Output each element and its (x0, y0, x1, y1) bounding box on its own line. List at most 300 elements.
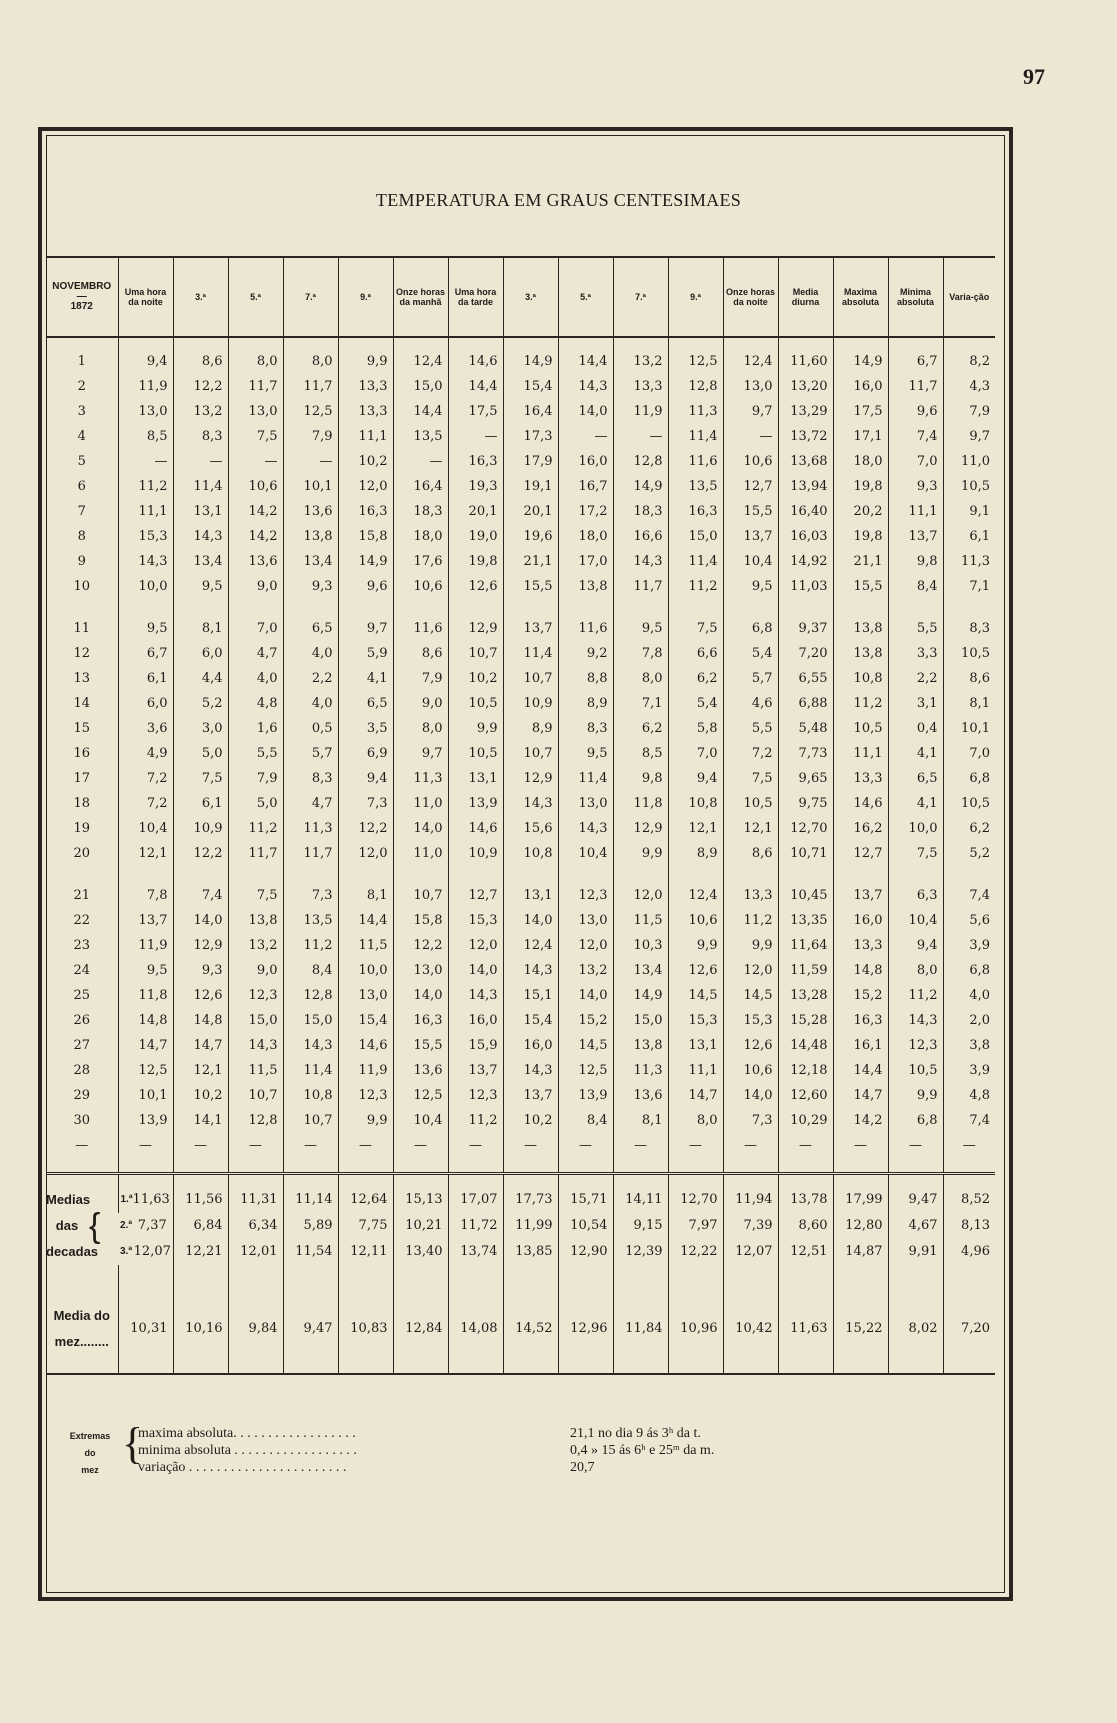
day-cell: 27 (73, 1038, 91, 1053)
table-cell: 12,4 (668, 883, 723, 908)
table-cell: 13,7 (503, 616, 558, 641)
table-cell: 7,5 (888, 841, 943, 866)
table-cell: 8,3 (283, 766, 338, 791)
table-cell: 12,07 (723, 1239, 778, 1265)
table-cell: 9,7 (393, 741, 448, 766)
table-cell: 16,3 (668, 499, 723, 524)
table-cell: 10,1 (943, 716, 995, 741)
table-cell: — (558, 424, 613, 449)
table-cell: 4,96 (943, 1239, 995, 1265)
table-cell: 13,9 (558, 1083, 613, 1108)
table-cell: 0,4 (888, 716, 943, 741)
table-row (46, 933, 995, 958)
table-cell: 7,8 (118, 883, 173, 908)
table-cell: 13,2 (228, 933, 283, 958)
table-row (46, 616, 995, 641)
table-cell: 14,5 (668, 983, 723, 1008)
table-cell: 7,3 (723, 1108, 778, 1133)
table-cell: 10,4 (888, 908, 943, 933)
table-cell: 7,20 (943, 1303, 995, 1355)
table-cell: 11,4 (503, 641, 558, 666)
table-title: TEMPERATURA EM GRAUS CENTESIMAES (375, 190, 742, 210)
table-cell: 12,01 (228, 1239, 283, 1265)
table-cell: 13,1 (448, 766, 503, 791)
table-cell: 12,7 (723, 474, 778, 499)
table-cell: 19,3 (448, 474, 503, 499)
column-header: Minima absoluta (888, 257, 943, 337)
table-cell: 14,0 (503, 908, 558, 933)
table-cell: 14,9 (338, 549, 393, 574)
table-cell: 9,7 (943, 424, 995, 449)
day-cell: 25 (73, 988, 91, 1003)
table-row (46, 766, 995, 791)
table-cell: 14,0 (393, 983, 448, 1008)
table-cell: 11,5 (338, 933, 393, 958)
table-cell: 16,03 (778, 524, 833, 549)
table-row (46, 1083, 995, 1108)
extreme-max: maxima absoluta. . . . . . . . . . . . . . . . . . 21,1 no dia 9 ás 3ʰ da t. (138, 1426, 701, 1441)
day-cell: 3 (77, 404, 86, 419)
table-cell: 14,3 (228, 1033, 283, 1058)
table-cell: 6,3 (888, 883, 943, 908)
table-cell: 6,5 (283, 616, 338, 641)
table-cell: 7,9 (393, 666, 448, 691)
table-cell: 10,5 (833, 716, 888, 741)
table-cell: 11,2 (448, 1108, 503, 1133)
table-cell: 10,6 (723, 1058, 778, 1083)
table-cell: 10,0 (888, 816, 943, 841)
table-cell: 11,9 (338, 1058, 393, 1083)
table-cell: 13,2 (558, 958, 613, 983)
table-cell: 14,48 (778, 1033, 833, 1058)
day-cell: 6 (77, 479, 86, 494)
table-cell: 9,84 (228, 1303, 283, 1355)
table-cell: 15,28 (778, 1008, 833, 1033)
table-cell: 15,5 (833, 574, 888, 599)
table-cell: 7,0 (228, 616, 283, 641)
table-cell: 11,6 (393, 616, 448, 641)
table-cell: 8,0 (668, 1108, 723, 1133)
table-cell: 11,60 (778, 349, 833, 374)
table-cell: 13,8 (833, 641, 888, 666)
day-cell: 2 (77, 379, 86, 394)
table-cell: 14,9 (613, 474, 668, 499)
table-row (46, 958, 995, 983)
table-cell: 14,6 (338, 1033, 393, 1058)
table-cell: 10,7 (228, 1083, 283, 1108)
table-cell: 11,56 (173, 1187, 228, 1213)
table-cell: 15,22 (833, 1303, 888, 1355)
table-cell: 12,4 (393, 349, 448, 374)
table-cell: 11,2 (888, 983, 943, 1008)
table-cell: 13,94 (778, 474, 833, 499)
page-number: 97 (1023, 64, 1045, 89)
table-cell: 16,0 (833, 908, 888, 933)
table-cell: 7,2 (118, 791, 173, 816)
table-cell: 4,0 (228, 666, 283, 691)
table-cell: 14,3 (173, 524, 228, 549)
table-cell: 6,1 (173, 791, 228, 816)
table-cell: 6,2 (668, 666, 723, 691)
table-cell: 12,9 (503, 766, 558, 791)
dash-row: — — — — — — — — — — — — — — — — — (46, 1133, 995, 1158)
table-cell: — (833, 1133, 888, 1158)
table-cell: 12,3 (228, 983, 283, 1008)
table-cell: 7,97 (668, 1213, 723, 1239)
table-cell: 12,11 (338, 1239, 393, 1265)
table-cell: 11,4 (668, 549, 723, 574)
table-cell: — (723, 1133, 778, 1158)
table-cell: 7,4 (943, 1108, 995, 1133)
table-cell: 12,1 (668, 816, 723, 841)
table-cell: 11,3 (668, 399, 723, 424)
table-cell: 9,5 (613, 616, 668, 641)
table-cell: 9,9 (448, 716, 503, 741)
table-cell: 6,0 (173, 641, 228, 666)
table-cell: 12,9 (448, 616, 503, 641)
table-cell: 8,9 (668, 841, 723, 866)
table-cell: 10,83 (338, 1303, 393, 1355)
table-cell: 11,03 (778, 574, 833, 599)
table-cell: 9,0 (228, 958, 283, 983)
table-cell: 11,6 (668, 449, 723, 474)
table-cell: 10,4 (723, 549, 778, 574)
table-row (46, 691, 995, 716)
table-cell: 13,7 (503, 1083, 558, 1108)
table-cell: 12,8 (668, 374, 723, 399)
table-cell: 6,88 (778, 691, 833, 716)
table-cell: 14,5 (558, 1033, 613, 1058)
decade-row (46, 1187, 995, 1213)
column-header: Media diurna (778, 257, 833, 337)
spacer-row (46, 1174, 995, 1188)
table-cell: 12,0 (613, 883, 668, 908)
month-header (46, 257, 118, 337)
table-row (46, 349, 995, 374)
table-cell: 16,40 (778, 499, 833, 524)
table-cell: 19,8 (448, 549, 503, 574)
table-cell: 13,0 (393, 958, 448, 983)
spacer-row (46, 1265, 995, 1303)
table-cell: 13,7 (723, 524, 778, 549)
table-cell: 13,8 (558, 574, 613, 599)
table-cell: 13,7 (118, 908, 173, 933)
table-cell: 5,7 (723, 666, 778, 691)
table-cell: 11,7 (613, 574, 668, 599)
table-cell: 14,7 (833, 1083, 888, 1108)
table-cell: 14,7 (173, 1033, 228, 1058)
table-cell: — (448, 424, 503, 449)
table-cell: 11,9 (118, 374, 173, 399)
table-cell: 12,84 (393, 1303, 448, 1355)
table-cell: 14,11 (613, 1187, 668, 1213)
table-cell: 13,8 (613, 1033, 668, 1058)
table-cell: 7,5 (723, 766, 778, 791)
table-cell: 13,3 (338, 399, 393, 424)
table-cell: 8,6 (173, 349, 228, 374)
table-cell: 10,5 (943, 474, 995, 499)
table-cell: 14,6 (833, 791, 888, 816)
table-cell: 11,84 (613, 1303, 668, 1355)
table-cell: 7,0 (668, 741, 723, 766)
table-cell: 9,9 (723, 933, 778, 958)
table-cell: 6,1 (943, 524, 995, 549)
table-cell: 7,5 (228, 424, 283, 449)
table-cell: 13,5 (283, 908, 338, 933)
table-cell: — (723, 424, 778, 449)
table-cell: 15,1 (503, 983, 558, 1008)
table-cell: 8,0 (888, 958, 943, 983)
table-cell: 13,3 (833, 766, 888, 791)
spacer-row (46, 599, 995, 616)
table-cell: 12,22 (668, 1239, 723, 1265)
table-cell: 4,4 (173, 666, 228, 691)
table-cell: 19,6 (503, 524, 558, 549)
table-row (46, 791, 995, 816)
table-cell: 4,1 (338, 666, 393, 691)
table-cell: 3,1 (888, 691, 943, 716)
table-cell: 12,5 (668, 349, 723, 374)
table-cell: 0,5 (283, 716, 338, 741)
table-cell: 10,6 (393, 574, 448, 599)
table-cell: 17,99 (833, 1187, 888, 1213)
table-row (46, 549, 995, 574)
table-cell: 17,0 (558, 549, 613, 574)
extremes-label: Extremas do mez (69, 1431, 111, 1475)
table-cell: 16,2 (833, 816, 888, 841)
table-cell: 15,5 (393, 1033, 448, 1058)
table-cell: 5,5 (888, 616, 943, 641)
table-cell: 12,2 (393, 933, 448, 958)
table-cell: 15,9 (448, 1033, 503, 1058)
column-header: Uma hora da noite (118, 257, 173, 337)
table-cell: 12,60 (778, 1083, 833, 1108)
table-cell: 7,0 (888, 449, 943, 474)
table-row (46, 983, 995, 1008)
table-cell: 15,2 (833, 983, 888, 1008)
column-header: 9.ª (338, 257, 393, 337)
brace-glyph: { (122, 1419, 144, 1468)
table-cell: 8,60 (778, 1213, 833, 1239)
table-cell: 8,02 (888, 1303, 943, 1355)
table-cell: 10,7 (393, 883, 448, 908)
table-cell: 9,0 (228, 574, 283, 599)
table-cell: 5,7 (283, 741, 338, 766)
table-cell: 10,0 (338, 958, 393, 983)
table-cell: 13,3 (833, 933, 888, 958)
table-cell: 10,5 (723, 791, 778, 816)
table-cell: 12,4 (503, 933, 558, 958)
table-cell: 5,9 (338, 641, 393, 666)
table-cell: 14,2 (228, 524, 283, 549)
table-cell: 13,8 (228, 908, 283, 933)
table-cell: 9,6 (338, 574, 393, 599)
column-header: 9.ª (668, 257, 723, 337)
table-cell: 20,2 (833, 499, 888, 524)
table-cell: 5,6 (943, 908, 995, 933)
table-cell: 14,5 (723, 983, 778, 1008)
table-cell: 7,0 (943, 741, 995, 766)
table-row (46, 666, 995, 691)
table-cell: 20,1 (503, 499, 558, 524)
table-cell: 14,8 (118, 1008, 173, 1033)
table-cell: — (888, 1133, 943, 1158)
table-cell: 8,0 (283, 349, 338, 374)
table-cell: 14,3 (558, 374, 613, 399)
table-cell: 4,6 (723, 691, 778, 716)
day-cell: 15 (73, 721, 91, 736)
table-cell: 11,72 (448, 1213, 503, 1239)
month-label: NOVEMBRO (52, 281, 112, 292)
table-cell: 21,1 (503, 549, 558, 574)
table-cell: 11,4 (668, 424, 723, 449)
extreme-min: minima absoluta . . . . . . . . . . . . . . . . . . 0,4 » 15 ás 6ʰ e 25ᵐ da m. (138, 1443, 715, 1458)
table-cell: 12,4 (723, 349, 778, 374)
table-cell: 8,1 (943, 691, 995, 716)
table-cell: 14,0 (558, 399, 613, 424)
table-cell: 8,4 (558, 1108, 613, 1133)
table-cell: 13,4 (173, 549, 228, 574)
table-cell: 10,6 (228, 474, 283, 499)
table-cell: 10,2 (173, 1083, 228, 1108)
table-cell: 8,0 (613, 666, 668, 691)
table-cell: 12,5 (393, 1083, 448, 1108)
table-cell: 9,7 (723, 399, 778, 424)
day-cell: 18 (73, 796, 91, 811)
table-cell: 14,3 (503, 1058, 558, 1083)
table-cell: 13,4 (283, 549, 338, 574)
table-cell: 13,0 (558, 791, 613, 816)
table-cell: 11,3 (613, 1058, 668, 1083)
table-cell: 11,2 (118, 474, 173, 499)
table-cell: 6,55 (778, 666, 833, 691)
table-row (46, 574, 995, 599)
table-cell: 15,4 (503, 1008, 558, 1033)
column-header: 5.ª (228, 257, 283, 337)
table-cell: 14,3 (283, 1033, 338, 1058)
table-cell: 6,6 (668, 641, 723, 666)
table-row (46, 716, 995, 741)
table-cell: 9,75 (778, 791, 833, 816)
table-cell: 12,5 (283, 399, 338, 424)
table-cell: 15,8 (338, 524, 393, 549)
table-cell: 11,8 (118, 983, 173, 1008)
table-cell: 16,6 (613, 524, 668, 549)
day-cell: 24 (73, 963, 91, 978)
table-cell: 5,89 (283, 1213, 338, 1239)
table-cell: 8,13 (943, 1213, 995, 1239)
table-cell: 11,4 (283, 1058, 338, 1083)
table-cell: 9,3 (283, 574, 338, 599)
table-cell: 3,8 (943, 1033, 995, 1058)
table-cell: 12,1 (118, 841, 173, 866)
table-cell: 2,2 (283, 666, 338, 691)
table-cell: — (943, 1133, 995, 1158)
table-cell: 11,6 (558, 616, 613, 641)
table-cell: 14,4 (448, 374, 503, 399)
table-cell: 3,9 (943, 933, 995, 958)
table-cell: 12,70 (668, 1187, 723, 1213)
header-row (46, 257, 995, 337)
table-cell: 14,1 (173, 1108, 228, 1133)
table-cell: 17,9 (503, 449, 558, 474)
table-cell: 15,4 (503, 374, 558, 399)
table-cell: 6,34 (228, 1213, 283, 1239)
table-cell: 17,3 (503, 424, 558, 449)
table-cell: 11,3 (943, 549, 995, 574)
table-cell: 14,0 (558, 983, 613, 1008)
spacer-row (46, 866, 995, 883)
table-cell: 8,6 (723, 841, 778, 866)
table-cell: 6,0 (118, 691, 173, 716)
table-cell: 17,2 (558, 499, 613, 524)
day-cell: 1 (77, 354, 86, 369)
table-cell: 9,8 (613, 766, 668, 791)
table-cell: 18,0 (558, 524, 613, 549)
table-cell: 8,5 (613, 741, 668, 766)
table-cell: 6,5 (888, 766, 943, 791)
table-cell: 6,8 (943, 766, 995, 791)
day-cell: 11 (73, 621, 91, 636)
table-cell: 13,8 (283, 524, 338, 549)
table-cell: 3,3 (888, 641, 943, 666)
header-dash: — (76, 291, 87, 302)
table-cell: 13,68 (778, 449, 833, 474)
table-cell: 5,0 (173, 741, 228, 766)
table-cell: 3,9 (943, 1058, 995, 1083)
day-cell: 16 (73, 746, 91, 761)
table-cell: 19,8 (833, 524, 888, 549)
table-cell: 6,8 (888, 1108, 943, 1133)
table-cell: 13,8 (833, 616, 888, 641)
day-cell: 29 (73, 1088, 91, 1103)
table-cell: 15,2 (558, 1008, 613, 1033)
table-cell: 11,7 (283, 374, 338, 399)
table-cell: 13,29 (778, 399, 833, 424)
table-cell: 11,7 (228, 374, 283, 399)
table-cell: 7,20 (778, 641, 833, 666)
table-cell: 10,9 (173, 816, 228, 841)
table-cell: 13,1 (668, 1033, 723, 1058)
table-cell: 13,1 (503, 883, 558, 908)
table-cell: 10,0 (118, 574, 173, 599)
table-cell: 8,1 (338, 883, 393, 908)
table-cell: 6,9 (338, 741, 393, 766)
table-cell: 12,0 (723, 958, 778, 983)
table-cell: 15,0 (393, 374, 448, 399)
table-cell: 9,5 (558, 741, 613, 766)
table-row (46, 499, 995, 524)
table-cell: 9,5 (118, 958, 173, 983)
table-cell: 16,3 (833, 1008, 888, 1033)
day-cell: 21 (73, 888, 91, 903)
table-cell: 10,16 (173, 1303, 228, 1355)
table-cell: 16,0 (558, 449, 613, 474)
table-cell: 14,3 (503, 958, 558, 983)
table-cell: 7,4 (888, 424, 943, 449)
table-cell: 13,35 (778, 908, 833, 933)
table-cell: 13,9 (118, 1108, 173, 1133)
table-cell: 6,2 (613, 716, 668, 741)
table-cell: 12,6 (723, 1033, 778, 1058)
table-cell: 1,6 (228, 716, 283, 741)
table-cell: 11,2 (723, 908, 778, 933)
table-cell: 10,7 (503, 741, 558, 766)
table-cell: 11,1 (118, 499, 173, 524)
day-cell: 17 (73, 771, 91, 786)
table-cell: 15,5 (503, 574, 558, 599)
table-cell: 11,14 (283, 1187, 338, 1213)
